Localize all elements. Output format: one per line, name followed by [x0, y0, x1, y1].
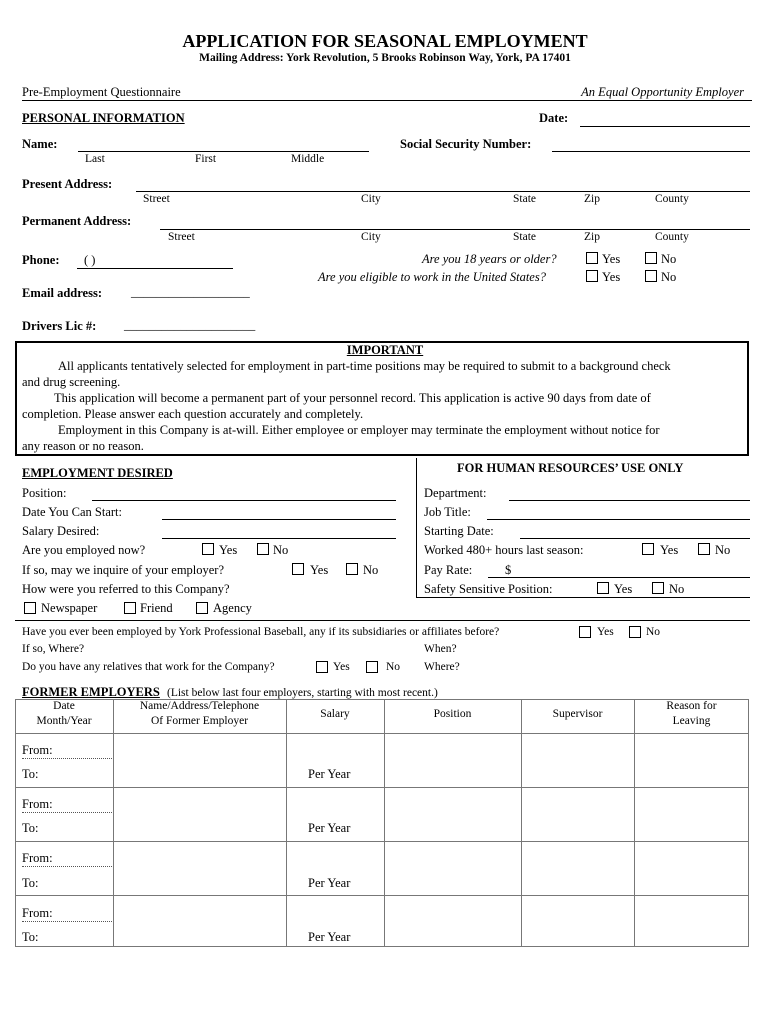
permanent-address-label: Permanent Address: [22, 214, 132, 228]
age-yes-checkbox[interactable] [586, 252, 598, 264]
hr-divider [416, 458, 417, 598]
york-employed-question: Have you ever been employed by York Professional Baseball, any if its subsidiaries or affiliates before? [22, 626, 500, 638]
yes-label: Yes [333, 661, 350, 673]
yes-label: Yes [602, 270, 621, 284]
friend-checkbox[interactable] [124, 602, 136, 614]
ssn-field[interactable] [552, 151, 750, 152]
yes-label: Yes [219, 543, 238, 557]
eligible-question: Are you eligible to work in the United States? [318, 270, 546, 284]
middle-label: Middle [291, 153, 325, 165]
table-header-rule [15, 733, 749, 734]
per-year-label: Per Year [308, 876, 351, 890]
ssn-label: Social Security Number: [400, 137, 532, 151]
email-field[interactable]: ___________________ [131, 285, 250, 299]
yes-label: Yes [614, 582, 633, 596]
agency-checkbox[interactable] [196, 602, 208, 614]
eligible-yes-checkbox[interactable] [586, 270, 598, 282]
former-employers-heading: FORMER EMPLOYERS [22, 685, 160, 699]
age-question: Are you 18 years or older? [422, 252, 557, 266]
start-date-label: Date You Can Start: [22, 505, 122, 519]
when-label: When? [424, 643, 457, 655]
worked-hours-label: Worked 480+ hours last season: [424, 543, 584, 557]
from-field[interactable] [22, 866, 112, 867]
col-reason-header: Reason for [666, 700, 717, 712]
no-label: No [661, 270, 677, 284]
per-year-label: Per Year [308, 767, 351, 781]
col-name-header: Name/Address/Telephone [139, 700, 260, 712]
mailing-address: Mailing Address: York Revolution, 5 Brooks Robinson Way, York, PA 17401 [199, 52, 571, 64]
hr-use-heading: FOR HUMAN RESOURCES’ USE ONLY [457, 461, 684, 475]
newspaper-checkbox[interactable] [24, 602, 36, 614]
starting-date-field[interactable] [520, 538, 750, 539]
department-field[interactable] [509, 500, 750, 501]
employed-now-question: Are you employed now? [22, 543, 146, 557]
no-label: No [669, 582, 685, 596]
col-date-header: Date [53, 700, 75, 712]
zip-label: Zip [584, 231, 600, 243]
from-label: From: [22, 743, 53, 757]
york-top-rule [15, 620, 750, 621]
col-reason-header-2: Leaving [672, 715, 711, 727]
to-label: To: [22, 821, 39, 835]
york-no-checkbox[interactable] [629, 626, 641, 638]
equal-opportunity-label: An Equal Opportunity Employer [581, 85, 744, 99]
safety-sensitive-label: Safety Sensitive Position: [424, 582, 553, 596]
no-label: No [661, 252, 677, 266]
per-year-label: Per Year [308, 821, 351, 835]
state-label: State [513, 193, 536, 205]
friend-label: Friend [140, 601, 173, 615]
important-p2: This application will become a permanent part of your personnel record. This application is active 90 days from date of [54, 391, 651, 405]
salary-desired-field[interactable] [162, 538, 396, 539]
if-so-where-label: If so, Where? [22, 643, 85, 655]
referred-question: How were you referred to this Company? [22, 582, 230, 596]
safety-yes-checkbox[interactable] [597, 582, 609, 594]
from-field[interactable] [22, 812, 112, 813]
city-label: City [361, 193, 381, 205]
state-label: State [513, 231, 536, 243]
no-label: No [273, 543, 289, 557]
yes-label: Yes [660, 543, 679, 557]
eligible-no-checkbox[interactable] [645, 270, 657, 282]
no-label: No [386, 661, 401, 673]
former-employers-title [22, 685, 438, 700]
yes-label: Yes [310, 563, 329, 577]
date-field[interactable] [580, 126, 750, 127]
name-label: Name: [22, 137, 58, 151]
page-title: APPLICATION FOR SEASONAL EMPLOYMENT [182, 31, 588, 51]
last-label: Last [85, 153, 105, 165]
table-row-rule [15, 787, 749, 788]
table-row-rule [15, 841, 749, 842]
important-heading: IMPORTANT [346, 343, 424, 357]
phone-area-code: ( ) [84, 253, 96, 267]
starting-date-label: Starting Date: [424, 524, 494, 538]
name-field[interactable] [78, 151, 369, 152]
table-col-divider [384, 699, 385, 947]
important-p3: Employment in this Company is at-will. Either employee or employer may terminate the employment without notice for [58, 423, 660, 437]
drivers-lic-field[interactable]: _____________________ [124, 318, 256, 332]
header-rule [22, 100, 752, 101]
inquire-question: If so, may we inquire of your employer? [22, 563, 225, 577]
important-p1b: and drug screening. [22, 375, 121, 389]
col-salary-header: Salary [320, 708, 350, 720]
first-label: First [195, 153, 217, 165]
yes-label: Yes [597, 626, 614, 638]
from-field[interactable] [22, 758, 112, 759]
agency-label: Agency [213, 601, 252, 615]
hr-bottom-rule [416, 597, 750, 598]
safety-no-checkbox[interactable] [652, 582, 664, 594]
relatives-no-checkbox[interactable] [366, 661, 378, 673]
to-label: To: [22, 767, 39, 781]
worked-no-checkbox[interactable] [698, 543, 710, 555]
yes-label: Yes [602, 252, 621, 266]
zip-label: Zip [584, 193, 600, 205]
personal-info-heading: PERSONAL INFORMATION [22, 111, 185, 125]
no-label: No [363, 563, 379, 577]
start-date-field[interactable] [162, 519, 396, 520]
important-p3b: any reason or no reason. [22, 439, 144, 453]
col-date-header-2: Month/Year [36, 715, 92, 727]
employed-no-checkbox[interactable] [257, 543, 269, 555]
former-employers-table [15, 699, 749, 947]
phone-field[interactable] [77, 268, 233, 269]
permanent-address-field[interactable] [160, 229, 750, 230]
to-label: To: [22, 876, 39, 890]
to-label: To: [22, 930, 39, 944]
position-field[interactable] [92, 500, 396, 501]
no-label: No [715, 543, 731, 557]
where-label: Where? [424, 661, 460, 673]
present-address-label: Present Address: [22, 177, 113, 191]
from-label: From: [22, 906, 53, 920]
table-col-divider [634, 699, 635, 947]
phone-label: Phone: [22, 253, 60, 267]
employed-yes-checkbox[interactable] [202, 543, 214, 555]
job-title-label: Job Title: [424, 505, 471, 519]
newspaper-label: Newspaper [41, 601, 98, 615]
date-label: Date: [539, 111, 569, 125]
col-position-header: Position [433, 708, 472, 720]
table-col-divider [521, 699, 522, 947]
worked-yes-checkbox[interactable] [642, 543, 654, 555]
table-col-divider [113, 699, 114, 947]
relatives-question: Do you have any relatives that work for the Company? [22, 661, 275, 673]
job-title-field[interactable] [487, 519, 750, 520]
email-label: Email address: [22, 286, 102, 300]
county-label: County [655, 193, 689, 205]
county-label: County [655, 231, 689, 243]
former-employers-note: (List below last four employers, starting with most recent.) [166, 687, 438, 699]
street-label: Street [143, 193, 170, 205]
york-yes-checkbox[interactable] [579, 626, 591, 638]
no-label: No [646, 626, 661, 638]
dollar-sign: $ [505, 563, 512, 577]
from-field[interactable] [22, 921, 112, 922]
col-name-header-2: Of Former Employer [150, 715, 249, 727]
position-label: Position: [22, 486, 67, 500]
col-supervisor-header: Supervisor [552, 708, 603, 720]
city-label: City [361, 231, 381, 243]
pre-employment-label: Pre-Employment Questionnaire [22, 85, 181, 99]
salary-desired-label: Salary Desired: [22, 524, 100, 538]
department-label: Department: [424, 486, 487, 500]
table-col-divider [286, 699, 287, 947]
relatives-yes-checkbox[interactable] [316, 661, 328, 673]
present-address-field[interactable] [136, 191, 750, 192]
table-row-rule [15, 895, 749, 896]
from-label: From: [22, 797, 53, 811]
age-no-checkbox[interactable] [645, 252, 657, 264]
per-year-label: Per Year [308, 930, 351, 944]
inquire-no-checkbox[interactable] [346, 563, 358, 575]
drivers-lic-label: Drivers Lic #: [22, 319, 97, 333]
inquire-yes-checkbox[interactable] [292, 563, 304, 575]
important-p1: All applicants tentatively selected for employment in part-time positions may be required to submit to a background check [58, 359, 671, 373]
street-label: Street [168, 231, 195, 243]
employment-desired-heading: EMPLOYMENT DESIRED [22, 466, 173, 480]
pay-rate-label: Pay Rate: [424, 563, 473, 577]
from-label: From: [22, 851, 53, 865]
important-p2b: completion. Please answer each question accurately and completely. [22, 407, 364, 421]
pay-rate-field[interactable] [488, 577, 750, 578]
